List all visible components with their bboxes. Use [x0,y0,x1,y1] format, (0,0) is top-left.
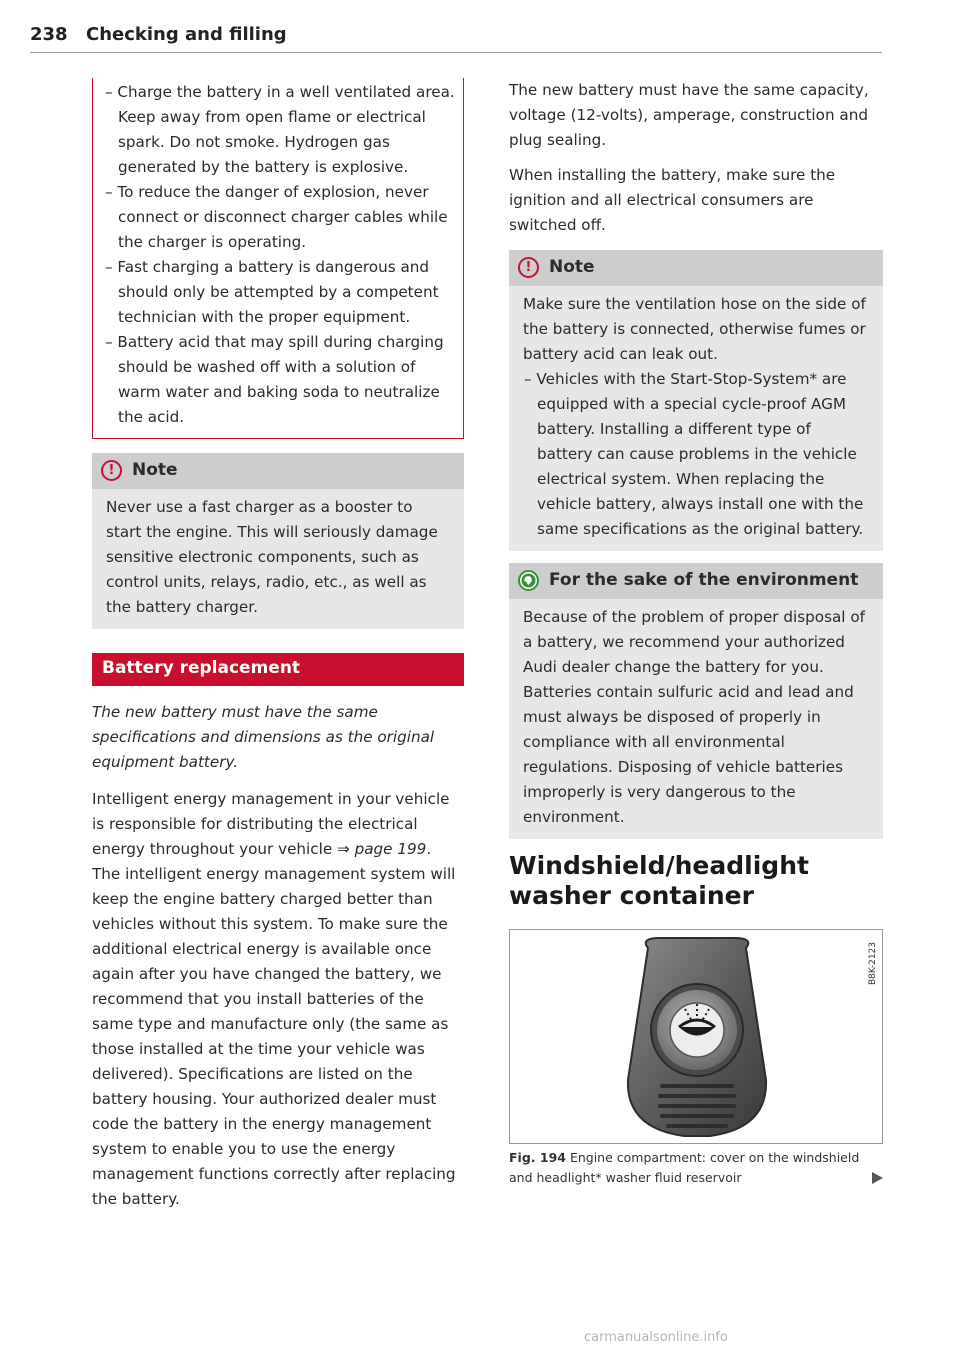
intro-text: The new battery must have the same specifications and dimensions as the original equipment battery. [92,703,435,771]
exclamation-icon: ! [518,257,539,278]
paragraph-text: . The intelligent energy management system will keep the engine battery charged better than vehicles without this system. To make sure the additional electrical energy is available once again after you have changed the battery, we recommend that you install batteries of the same type and manufacture only (the same as those installed at the time your vehicle was delivered). Specifications are listed on the battery housing. Your authorized dealer must code the battery in the energy management system to enable you to use the energy management functions correctly after replacing the battery. [92,840,456,1208]
body-paragraph [92,787,464,1212]
note-text: Never use a fast charger as a booster to start the engine. This will seriously damage sensitive electronic components, such as control units, relays, radio, etc., as well as the battery charger. [106,498,438,616]
washer-cover-illustration [510,930,882,1143]
left-column [92,78,464,1224]
figure-code: B8K-2123 [868,942,878,986]
note-item: – Vehicles with the Start-Stop-System* are equipped with a special cycle-proof AGM battery. Installing a different type of battery can cause problems in the vehicle electrical system. When replacing the vehicle battery, always install one with the same specifications as the original battery. [523,367,869,542]
header-rule [30,52,882,53]
body-paragraph: The new battery must have the same capacity, voltage (12-volts), amperage, construction and plug sealing. [509,81,869,149]
note-box [509,250,883,551]
note-header [92,453,464,489]
note-body [92,489,464,629]
note-body [509,286,883,551]
watermark: carmanualsonline.info [584,1330,728,1345]
right-column [509,78,883,1188]
note-title: Note [549,257,595,277]
page-header [30,24,882,54]
warning-item: – To reduce the danger of explosion, never connect or disconnect charger cables while the charger is operating. [101,180,455,255]
section-title: Checking and filling [86,24,287,45]
page-title: Windshield/headlight washer container [509,851,809,910]
section-heading: Battery replacement [92,653,464,686]
environment-header [509,563,883,599]
note-header [509,250,883,286]
paragraph-text: Intelligent energy management in your vehicle is responsible for distributing the electrical energy throughout your vehicle [92,790,450,858]
warning-box [92,78,464,439]
environment-box [509,563,883,839]
environment-text: Because of the problem of proper disposal of a battery, we recommend your authorized Audi dealer change the battery for you. Batteries contain sulfuric acid and lead and must always be disposed of properly in compliance with all environmental regulations. Disposing of vehicle batteries improperly is very dangerous to the environment. [523,608,865,826]
warning-item: – Fast charging a battery is dangerous and should only be attempted by a competent technician with the proper equipment. [101,255,455,330]
body-paragraph: When installing the battery, make sure the ignition and all electrical consumers are switched off. [509,166,836,234]
environment-body [509,599,883,839]
caption-text: Engine compartment: cover on the windshield and headlight* washer fluid reservoir [509,1150,860,1185]
figure-caption [509,1148,883,1188]
warning-list [101,80,455,430]
continue-arrow-icon [872,1172,883,1184]
note-list [523,367,869,542]
environment-icon [518,570,539,591]
note-text: Make sure the ventilation hose on the side of the battery is connected, otherwise fumes or battery acid can leak out. [523,295,866,363]
figure-image [509,929,883,1144]
environment-title: For the sake of the environment [549,570,859,590]
page-number: 238 [30,24,68,45]
exclamation-icon: ! [101,460,122,481]
warning-item: – Battery acid that may spill during charging should be washed off with a solution of warm water and baking soda to neutralize the acid. [101,330,455,430]
note-box [92,453,464,629]
warning-item: – Charge the battery in a well ventilated area. Keep away from open flame or electrical spark. Do not smoke. Hydrogen gas generated by the battery is explosive. [101,80,455,180]
figure-label: Fig. 194 [509,1150,566,1165]
page-reference-link[interactable]: ⇒ page 199 [337,840,427,858]
note-title: Note [132,460,178,480]
